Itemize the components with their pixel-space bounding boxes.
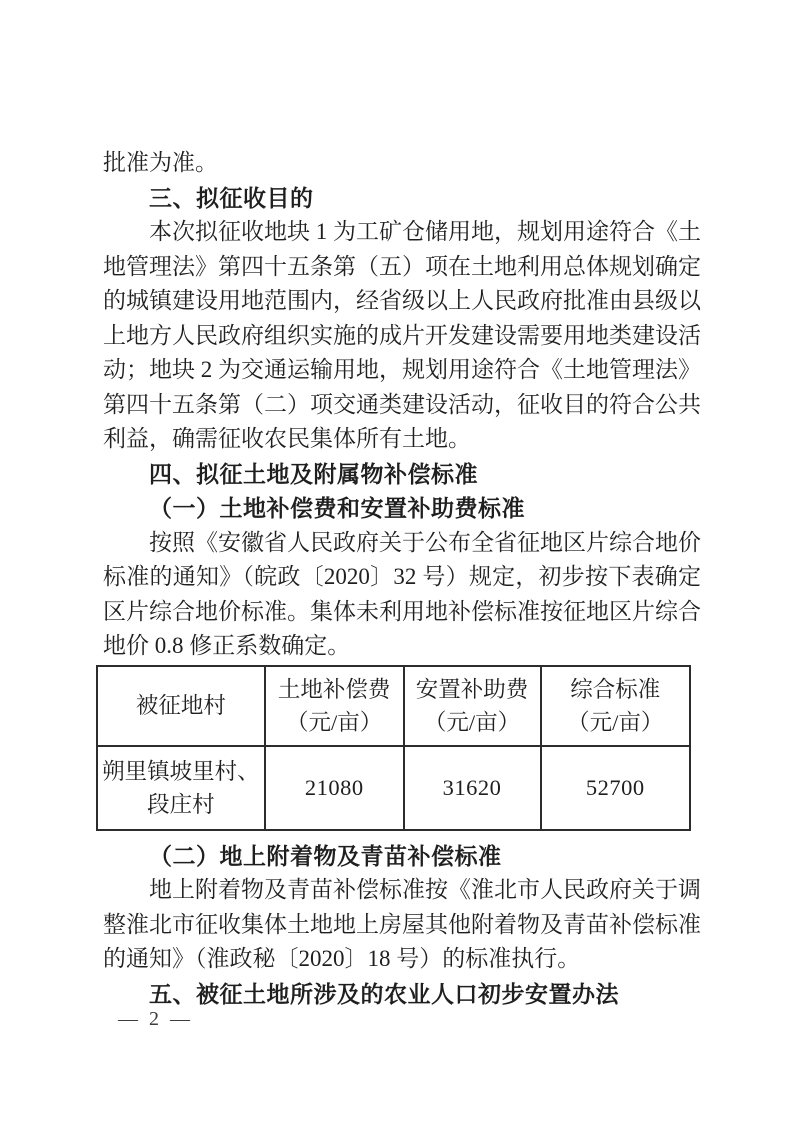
heading-section-5-resettlement-measures: 五、被征土地所涉及的农业人口初步安置办法 bbox=[149, 980, 619, 1007]
heading-section-4-compensation-standards: 四、拟征土地及附属物补偿标准 bbox=[149, 460, 478, 487]
page-number: — 2 — bbox=[118, 1008, 193, 1030]
paragraph-approval-note: 批准为准。 bbox=[103, 150, 218, 175]
table-cell-resettlement-subsidy-value: 31620 bbox=[404, 746, 541, 830]
paragraph-section-3-body: 本次拟征收地块 1 为工矿仓储用地，规划用途符合《土地管理法》第四十五条第（五）项在土地利用总体规划确定的城镇建设用地范围内，经省级以上人民政府批准由县级以上地方人民政府组织实施的成片开发建设需要用地类建设活动；地块 2 为交通运输用地，规划用途符合《土地管理法》第四十五条第（二）项交通类建设活动，征收目的符合公共利益，确需征收农民集体所有土地。 bbox=[103, 219, 701, 451]
table-header-resettlement-subsidy-unit: （元/亩） bbox=[423, 709, 521, 735]
table-cell-village bbox=[97, 746, 265, 830]
heading-section-4-1-land-compensation: （一）土地补偿费和安置补助费标准 bbox=[149, 495, 525, 521]
table-cell-land-compensation-value: 21080 bbox=[265, 746, 404, 830]
table-header-land-compensation-unit: （元/亩） bbox=[286, 709, 383, 735]
heading-section-4-2-attachments-crops: （二）地上附着物及青苗补偿标准 bbox=[149, 842, 502, 869]
document-body bbox=[103, 146, 701, 1011]
table-header-combined-standard-unit: （元/亩） bbox=[567, 709, 664, 735]
table-header-resettlement-subsidy-title: 安置补助费 bbox=[415, 676, 529, 702]
table-header-land-compensation-title: 土地补偿费 bbox=[277, 676, 391, 702]
table-cell-village-line1: 朔里镇坡里村、 bbox=[102, 758, 260, 784]
table-cell-combined-standard-value: 52700 bbox=[541, 746, 690, 830]
table-cell-village-line2: 段庄村 bbox=[147, 791, 215, 817]
table-header-resettlement-subsidy bbox=[404, 666, 541, 746]
table-header-row bbox=[97, 666, 690, 746]
paragraph-section-4-2-body: 地上附着物及青苗补偿标准按《淮北市人民政府关于调整淮北市征收集体土地地上房屋其他附着物及青苗补偿标准的通知》（淮政秘〔2020〕18 号）的标准执行。 bbox=[103, 877, 701, 971]
table-data-row bbox=[97, 746, 690, 830]
table-header-village-label: 被征地村 bbox=[135, 693, 226, 718]
compensation-standards-table bbox=[96, 665, 691, 831]
table-header-combined-standard-title: 综合标准 bbox=[570, 676, 661, 702]
table-header-combined-standard bbox=[541, 666, 690, 746]
table-header-land-compensation bbox=[265, 666, 404, 746]
paragraph-section-4-1-body: 按照《安徽省人民政府关于公布全省征地区片综合地价标准的通知》（皖政〔2020〕32 号）规定，初步按下表确定区片综合地价标准。集体未利用地补偿标准按征地区片综合地价 0.8 修正系数确定。 bbox=[103, 529, 701, 658]
table-header-village bbox=[97, 666, 265, 746]
heading-section-3-purpose: 三、拟征收目的 bbox=[149, 184, 314, 211]
